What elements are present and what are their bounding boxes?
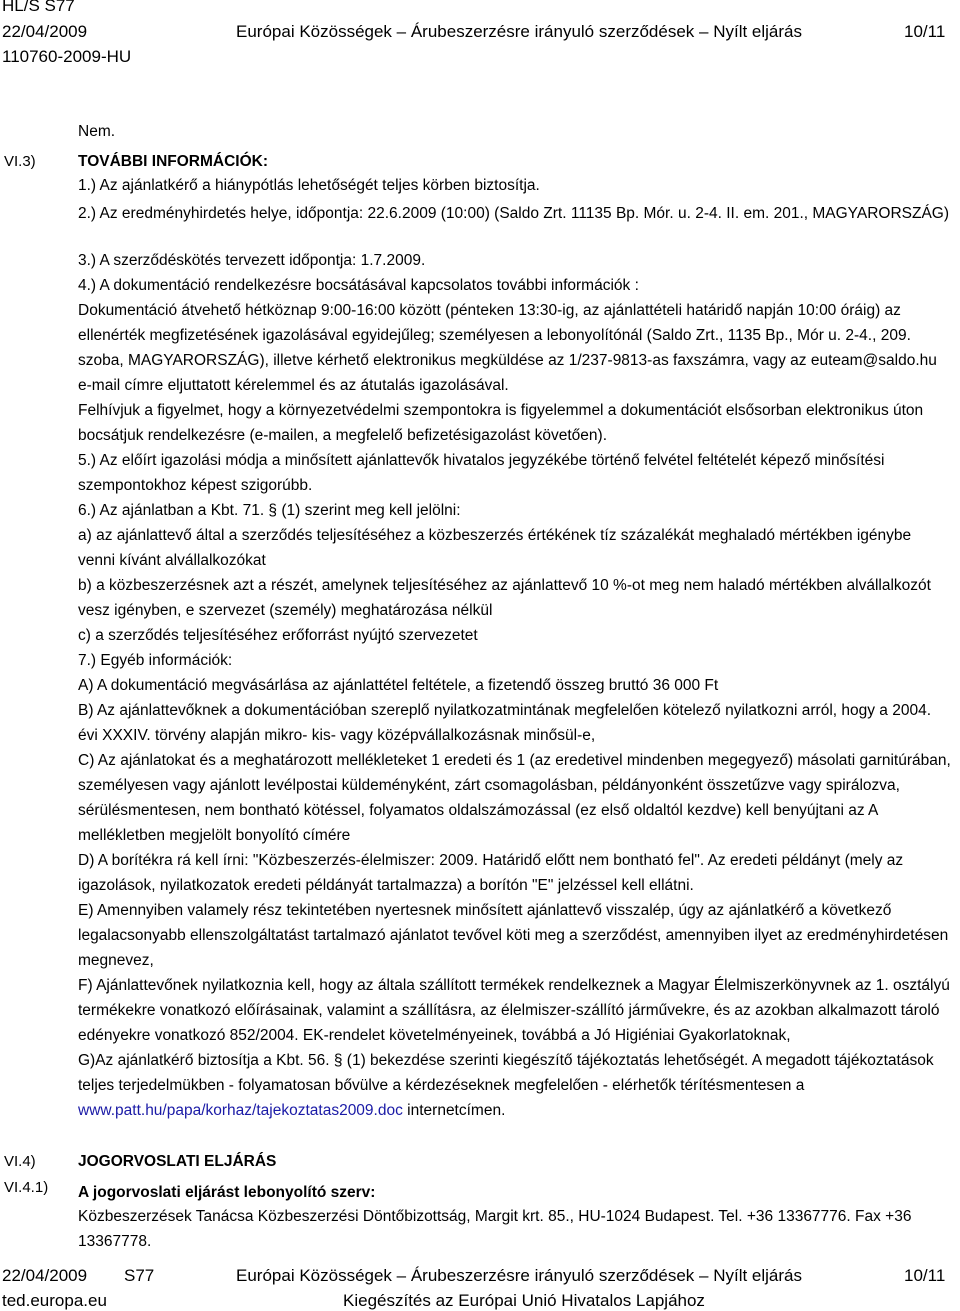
info-item-7g-text: G)Az ajánlatkérő biztosítja a Kbt. 56. § (1) bekezdése szerinti kiegészítő tájékoztatás lehetőségét. A megadott tájékoztatások teljes terjedelmükben - folyamatosan bővülve a kérdezéseknek megfelelően - elérhetők térítésmentesen a (78, 1052, 934, 1094)
header-notice-id: 110760-2009-HU (2, 47, 132, 66)
info-item-6b: b) a közbeszerzésnek azt a részét, amelynek teljesítéséhez az ajánlattevő 10 %-ot meg nem haladó mértékben alvállalkozót vesz igényben, e szervezet (személy) meghatározása nélkül (78, 577, 931, 619)
footer-series: S77 (124, 1266, 155, 1285)
footer-publisher: Kiegészítés az Európai Unió Hivatalos Lapjához (343, 1291, 705, 1310)
info-item-7a: A) A dokumentáció megvásárlása az ajánlattétel feltétele, a fizetendő összeg bruttó 36 000 Ft (78, 677, 719, 694)
previous-answer: Nem. (78, 123, 116, 140)
info-item-6: 6.) Az ajánlatban a Kbt. 71. § (1) szerint meg kell jelölni: (78, 502, 461, 519)
section-heading-vi4: JOGORVOSLATI ELJÁRÁS (78, 1153, 277, 1170)
additional-info-body (78, 298, 952, 1123)
info-item-7b: B) Az ajánlattevőknek a dokumentációban szereplő nyilatkozatmintának megfelelően kötelező nyilatkozni arról, hogy a 2004. évi XXXIV. törvény alapján mikro- kis- vagy középvállalkozásnak minősül-e, (78, 702, 932, 744)
info-item-7: 7.) Egyéb információk: (78, 652, 233, 669)
info-item-7f: F) Ajánlattevőnek nyilatkoznia kell, hogy az általa szállított termékek rendelkeznek a Magyar Élelmiszerkönyvnek az 1. osztályú termékekre vonatkozó előírásainak, valamint a szállításra, az élelmiszer-szállító járművekre, és az azokban alkalmazott tároló edényekre vonatkozó 852/2004. EK-rendelet követelményeinek, továbbá a Jó Higiéniai Gyakorlatoknak, (78, 977, 950, 1044)
info-item-7d: D) A borítékra rá kell írni: "Közbeszerzés-élelmiszer: 2009. Határidő előtt nem bontható fel". Az eredeti példányt (mely az igazolások, nyilatkozatok eredeti példányát tartalmazza) a borítón "E" jelzéssel kell ellátni. (78, 852, 904, 894)
info-item-1: 1.) Az ajánlatkérő a hiánypótlás lehetőségét teljes körben biztosítja. (78, 177, 540, 194)
header-date: 22/04/2009 (2, 22, 88, 41)
info-item-7e: E) Amennyiben valamely rész tekintetében nyertesnek minősített ajánlattevő visszalép, úgy az ajánlatkérő a következő legalacsonyabb ellenszolgáltatást tartalmazó ajánlatot tevővel köti meg a szerződést, amennyiben ilyet az eredményhirdetésen megnevez, (78, 902, 949, 969)
info-item-7g (78, 1048, 952, 1123)
info-item-2: 2.) Az eredményhirdetés helye, időpontja: 22.6.2009 (10:00) (Saldo Zrt. 11135 Bp. Mór. u. 2-4. II. em. 201., MAGYARORSZÁG) (78, 205, 950, 222)
info-item-6a: a) az ajánlattevő által a szerződés teljesítéséhez a közbeszerzés értékének tíz százalékát meghaladó mértékben igénybe venni kívánt alvállalkozókat (78, 527, 912, 569)
section-label-vi4: VI.4) (4, 1153, 36, 1170)
info-item-4: 4.) A dokumentáció rendelkezésre bocsátásával kapcsolatos további információk : (78, 277, 639, 294)
header-page-number: 10/11 (904, 22, 946, 41)
footer-title: Európai Közösségek – Árubeszerzésre irányuló szerződések – Nyílt eljárás (236, 1266, 802, 1285)
section-label-vi41: VI.4.1) (4, 1179, 49, 1196)
footer-date: 22/04/2009 (2, 1266, 88, 1285)
page-header (0, 0, 960, 72)
footer-page-number: 10/11 (904, 1266, 946, 1285)
info-item-6c: c) a szerződés teljesítéséhez erőforrást nyújtó szervezetet (78, 627, 478, 644)
documentation-paragraph: Dokumentáció átvehető hétköznap 9:00-16:00 között (pénteken 13:30-ig, az ajánlattételi határidő napján 10:00 óráig) az ellenérték megfizetésének igazolásával egyidejűleg; személyesen a lebonyolítónál (Saldo Zrt., 1135 Bp., Mór u. 2-4., 209. szoba, MAGYARORSZÁG), illetve kérhető elektronikus megküldése az 1/237-9813-as faxszámra, vagy az euteam@saldo.hu e-mail címre eljuttatott kérelemmel és az átutalás igazolásával. (78, 302, 937, 394)
footer-site-link[interactable]: ted.europa.eu (2, 1291, 107, 1310)
info-item-7g-tail: internetcímen. (402, 1102, 506, 1119)
review-body-text: Közbeszerzések Tanácsa Közbeszerzési Döntőbizottság, Margit krt. 85., HU-1024 Budapest. Tel. +36 13367776. Fax +36 13367778. (78, 1208, 912, 1250)
section-label-vi3: VI.3) (4, 153, 36, 170)
section-heading-vi3: TOVÁBBI INFORMÁCIÓK: (78, 153, 269, 170)
environment-paragraph: Felhívjuk a figyelmet, hogy a környezetvédelmi szempontokra is figyelemmel a dokumentációt elsősorban elektronikus úton bocsátjuk rendelkezésre (e-mailen, a megfelelő befizetésigazolást követően). (78, 402, 924, 444)
header-series: HL/S S77 (2, 0, 75, 15)
info-item-7c: C) Az ajánlatokat és a meghatározott mellékleteket 1 eredeti és 1 (az eredetivel mindenben megegyező) másolati garnitúrában, személyesen vagy ajánlott levélpostai küldeményként, zárt csomagolásban, példányonként összetűzve vagy spirálozva, sérülésmentesen, nem bontható kötéssel, folyamatos oldalszámozással (ez első oldaltól kezdve) kell benyújtani az A mellékletben megjelölt bonyolító címére (78, 752, 951, 844)
section-heading-vi41: A jogorvoslati eljárást lebonyolító szerv: (78, 1184, 376, 1201)
info-item-3: 3.) A szerződéskötés tervezett időpontja: 1.7.2009. (78, 252, 426, 269)
header-title: Európai Közösségek – Árubeszerzésre irányuló szerződések – Nyílt eljárás (236, 22, 802, 41)
info-item-5: 5.) Az előírt igazolási módja a minősített ajánlattevők hivatalos jegyzékébe történő felvétel feltételét képező minősítési szempontokhoz képest szigorúbb. (78, 452, 885, 494)
info-link[interactable]: www.patt.hu/papa/korhaz/tajekoztatas2009.doc (78, 1102, 403, 1119)
